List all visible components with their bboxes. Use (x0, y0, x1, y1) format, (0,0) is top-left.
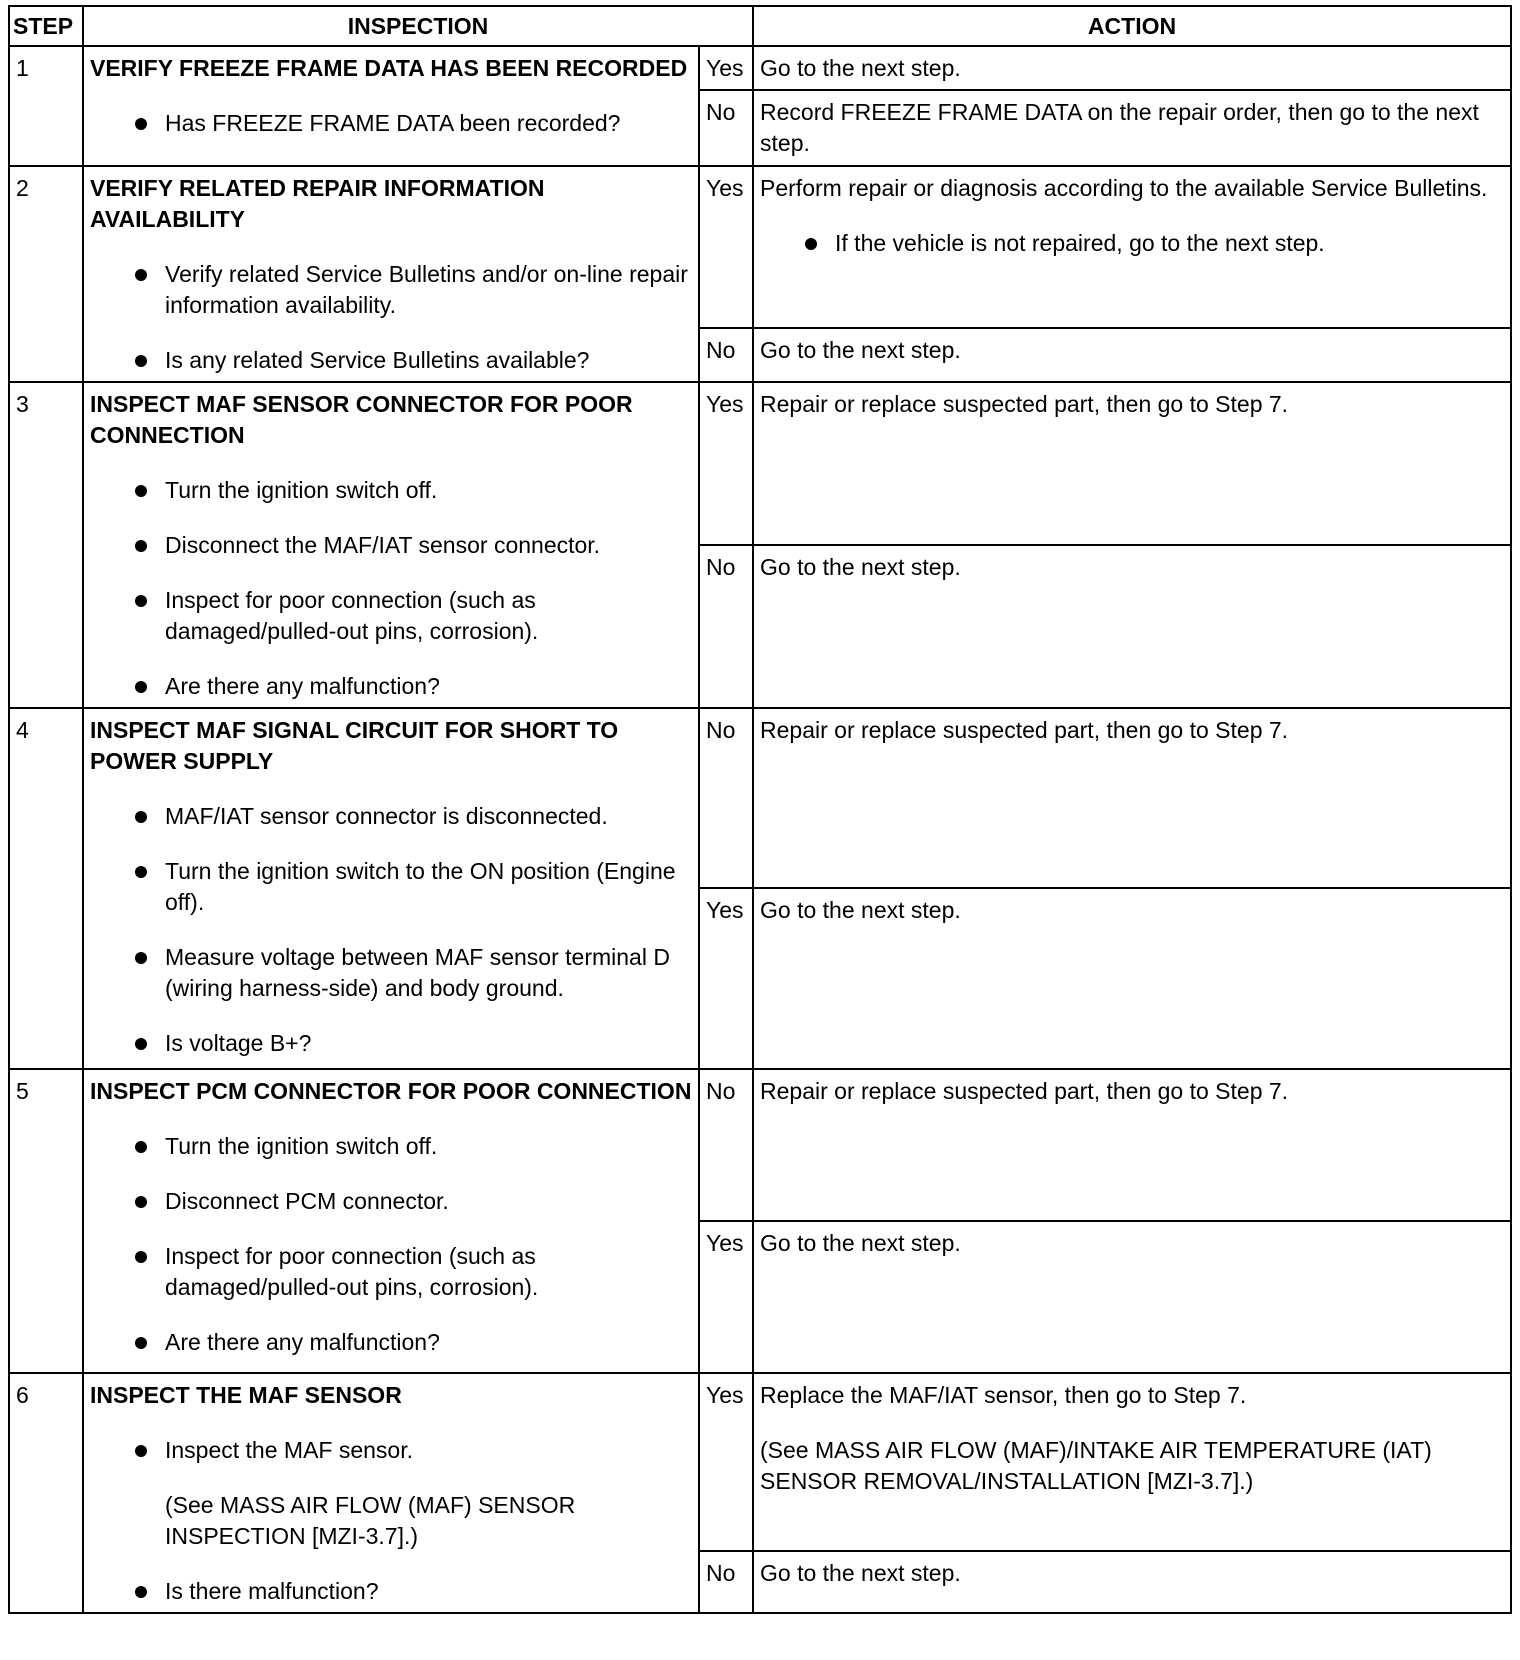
step-number: 2 (9, 166, 83, 382)
step-3-row-a (9, 382, 1511, 545)
answer-no: No (699, 1551, 753, 1613)
answer-no: No (699, 708, 753, 888)
step-inspection (83, 382, 699, 708)
bullet-icon (135, 355, 147, 367)
action-text: Go to the next step. (753, 1551, 1511, 1613)
inspection-bullet: MAF/IAT sensor connector is disconnected. (90, 801, 692, 832)
action-text: Go to the next step. (753, 328, 1511, 382)
step-title: VERIFY RELATED REPAIR INFORMATION AVAILABILITY (90, 175, 545, 232)
header-inspection: INSPECTION (83, 6, 753, 46)
answer-no: No (699, 90, 753, 166)
inspection-bullet: Are there any malfunction? (90, 1327, 692, 1358)
inspection-bullet: Is any related Service Bulletins available? (90, 345, 692, 376)
bullet-icon (805, 238, 817, 250)
step-title: INSPECT THE MAF SENSOR (90, 1382, 402, 1408)
inspection-bullet: Inspect the MAF sensor. (See MASS AIR FLOW (MAF) SENSOR INSPECTION [MZI-3.7].) (90, 1435, 692, 1552)
answer-no: No (699, 328, 753, 382)
inspection-bullet: Is there malfunction? (90, 1576, 692, 1607)
inspection-bullet: Measure voltage between MAF sensor terminal D (wiring harness-side) and body ground. (90, 942, 692, 1004)
step-title: INSPECT MAF SIGNAL CIRCUIT FOR SHORT TO POWER SUPPLY (90, 717, 619, 774)
action-note: (See MASS AIR FLOW (MAF)/INTAKE AIR TEMPERATURE (IAT) SENSOR REMOVAL/INSTALLATION [MZI-3.7].) (760, 1437, 1432, 1494)
bullet-icon (135, 1445, 147, 1457)
bullet-icon (135, 1196, 147, 1208)
action-text: Go to the next step. (753, 545, 1511, 708)
step-number: 1 (9, 46, 83, 166)
step-1-row-a (9, 46, 1511, 90)
bullet-icon (135, 118, 147, 130)
bullet-icon (135, 681, 147, 693)
action-cell (753, 1373, 1511, 1551)
bullet-icon (135, 811, 147, 823)
step-4-row-a (9, 708, 1511, 888)
action-cell (753, 166, 1511, 328)
step-5-row-a (9, 1069, 1511, 1221)
answer-yes: Yes (699, 1221, 753, 1373)
answer-yes: Yes (699, 382, 753, 545)
action-text: Repair or replace suspected part, then go to Step 7. (753, 382, 1511, 545)
inspection-bullet: Has FREEZE FRAME DATA been recorded? (90, 108, 692, 139)
bullet-icon (135, 1586, 147, 1598)
bullet-icon (135, 485, 147, 497)
bullet-icon (135, 1251, 147, 1263)
bullet-icon (135, 540, 147, 552)
bullet-icon (135, 952, 147, 964)
step-inspection (83, 166, 699, 382)
step-inspection (83, 708, 699, 1069)
inspection-bullet: Inspect for poor connection (such as damaged/pulled-out pins, corrosion). (90, 1241, 692, 1303)
action-text: Record FREEZE FRAME DATA on the repair order, then go to the next step. (753, 90, 1511, 166)
step-title: VERIFY FREEZE FRAME DATA HAS BEEN RECORDED (90, 55, 688, 81)
action-text: Perform repair or diagnosis according to the available Service Bulletins. (760, 175, 1488, 201)
step-inspection (83, 1373, 699, 1613)
inspection-bullet: Disconnect PCM connector. (90, 1186, 692, 1217)
step-inspection (83, 1069, 699, 1373)
header-step: STEP (9, 6, 83, 46)
action-text: Replace the MAF/IAT sensor, then go to Step 7. (760, 1382, 1247, 1408)
inspection-bullet: Turn the ignition switch off. (90, 1131, 692, 1162)
action-bullet: If the vehicle is not repaired, go to the next step. (760, 228, 1504, 259)
bullet-icon (135, 866, 147, 878)
answer-yes: Yes (699, 888, 753, 1069)
bullet-icon (135, 595, 147, 607)
step-title: INSPECT MAF SENSOR CONNECTOR FOR POOR CONNECTION (90, 391, 633, 448)
answer-no: No (699, 545, 753, 708)
step-inspection (83, 46, 699, 166)
action-text: Go to the next step. (753, 46, 1511, 90)
step-number: 4 (9, 708, 83, 1069)
header-row (9, 6, 1511, 46)
bullet-icon (135, 1038, 147, 1050)
answer-yes: Yes (699, 1373, 753, 1551)
step-2-row-a (9, 166, 1511, 328)
bullet-icon (135, 1141, 147, 1153)
answer-yes: Yes (699, 46, 753, 90)
step-number: 3 (9, 382, 83, 708)
action-text: Repair or replace suspected part, then go to Step 7. (753, 708, 1511, 888)
bullet-icon (135, 1337, 147, 1349)
action-text: Go to the next step. (753, 888, 1511, 1069)
step-6-row-a (9, 1373, 1511, 1551)
step-number: 6 (9, 1373, 83, 1613)
action-text: Go to the next step. (753, 1221, 1511, 1373)
inspection-bullet: Disconnect the MAF/IAT sensor connector. (90, 530, 692, 561)
inspection-note: (See MASS AIR FLOW (MAF) SENSOR INSPECTION [MZI-3.7].) (165, 1492, 576, 1549)
inspection-bullet: Is voltage B+? (90, 1028, 692, 1059)
step-number: 5 (9, 1069, 83, 1373)
inspection-bullet: Turn the ignition switch off. (90, 475, 692, 506)
header-action: ACTION (753, 6, 1511, 46)
action-text: Repair or replace suspected part, then go to Step 7. (753, 1069, 1511, 1221)
inspection-bullet: Inspect for poor connection (such as damaged/pulled-out pins, corrosion). (90, 585, 692, 647)
diagnostic-table (8, 5, 1512, 1614)
step-title: INSPECT PCM CONNECTOR FOR POOR CONNECTION (90, 1078, 692, 1104)
answer-no: No (699, 1069, 753, 1221)
inspection-bullet: Verify related Service Bulletins and/or on-line repair information availability. (90, 259, 692, 321)
bullet-icon (135, 269, 147, 281)
inspection-bullet: Are there any malfunction? (90, 671, 692, 702)
inspection-bullet: Turn the ignition switch to the ON position (Engine off). (90, 856, 692, 918)
answer-yes: Yes (699, 166, 753, 328)
